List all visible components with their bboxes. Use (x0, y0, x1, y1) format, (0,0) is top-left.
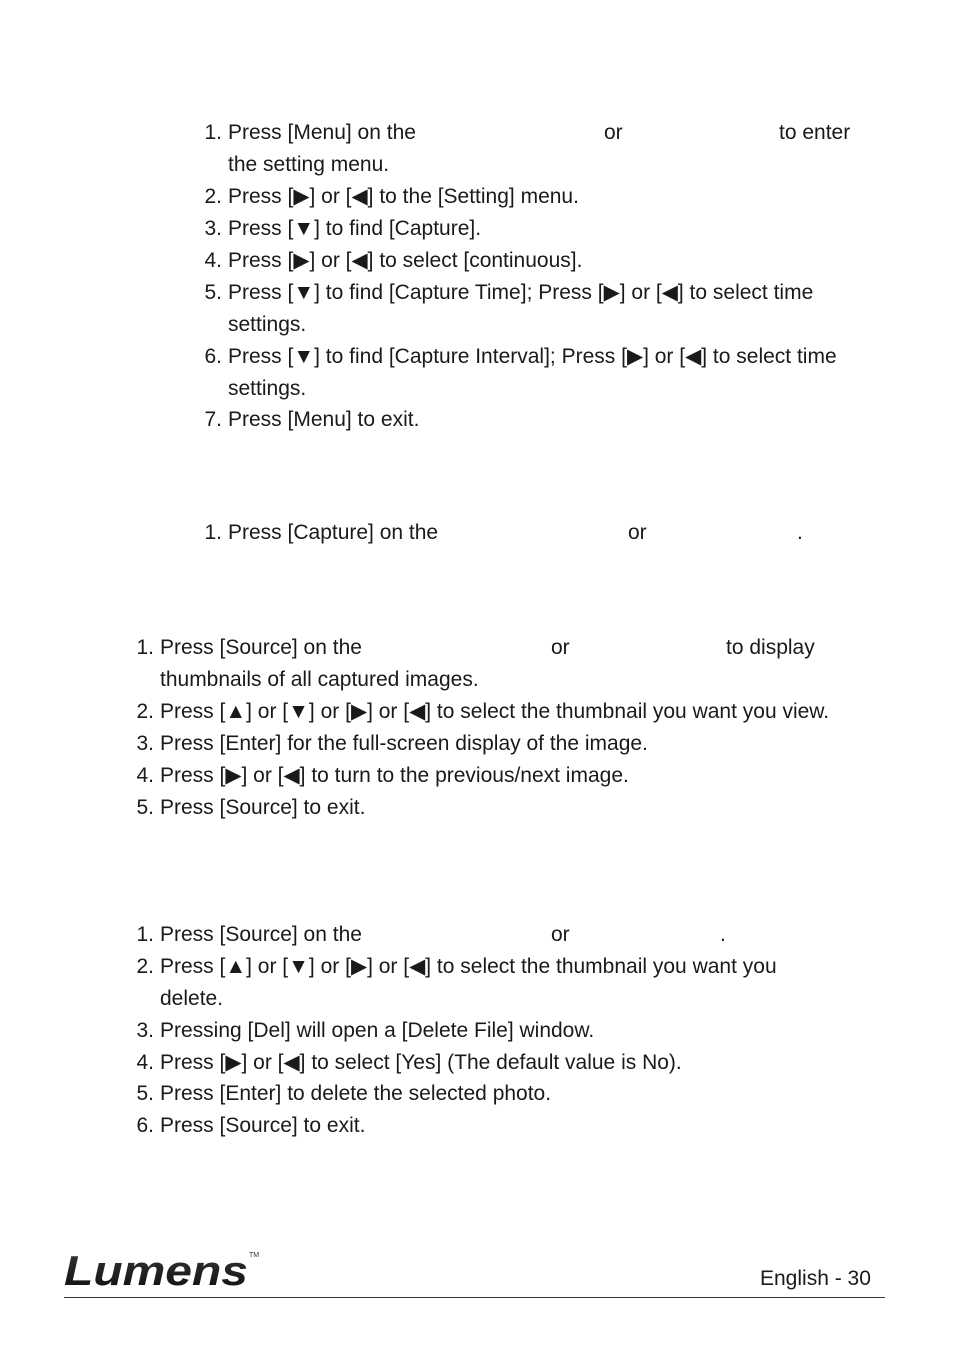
item-number: 7. (204, 408, 222, 431)
item-text: Press [▶] or [◀] to the [Setting] menu. (228, 185, 579, 208)
item-text: Press [▼] to find [Capture Interval]; Press [▶] or [◀] to select time (228, 345, 837, 368)
footer-divider (64, 1297, 885, 1298)
item-text: or (604, 121, 623, 144)
item-text: Press [Menu] to exit. (228, 408, 420, 431)
item-text: Press [Enter] to delete the selected photo. (160, 1082, 552, 1105)
item-number: 1. (136, 636, 154, 659)
item-text: settings. (228, 313, 307, 336)
item-text: Press [Menu] on the (228, 121, 416, 144)
item-text: Press [▲] or [▼] or [▶] or [◀] to select the thumbnail you want you (160, 955, 777, 978)
item-text: Press [Source] on the (160, 923, 362, 946)
trademark-mark: TM (249, 1252, 260, 1259)
item-text: Press [Source] on the (160, 636, 362, 659)
item-text: or (628, 521, 647, 544)
item-text: . (797, 521, 803, 544)
page-number: English - 30 (760, 1267, 871, 1290)
item-number: 2. (204, 185, 222, 208)
item-text: Pressing [Del] will open a [Delete File] window. (160, 1019, 595, 1042)
item-text: or (551, 923, 570, 946)
item-number: 6. (204, 345, 222, 368)
item-number: 4. (204, 249, 222, 272)
item-number: 5. (136, 1082, 154, 1105)
item-text: Press [▼] to find [Capture Time]; Press [▶] or [◀] to select time (228, 281, 814, 304)
item-text: Press [▶] or [◀] to turn to the previous/next image. (160, 764, 629, 787)
logo-text: Lumens (64, 1248, 248, 1292)
item-number: 1. (204, 521, 222, 544)
item-text: delete. (160, 987, 224, 1010)
item-text: . (720, 923, 726, 946)
item-number: 6. (136, 1114, 154, 1137)
item-text: Press [Capture] on the (228, 521, 439, 544)
item-text: thumbnails of all captured images. (160, 668, 479, 691)
lumens-logo (64, 1248, 264, 1292)
item-number: 1. (204, 121, 222, 144)
item-number: 4. (136, 1051, 154, 1074)
item-number: 3. (204, 217, 222, 240)
item-text: Press [▶] or [◀] to select [continuous]. (228, 249, 583, 272)
item-number: 5. (136, 796, 154, 819)
item-number: 4. (136, 764, 154, 787)
item-number: 1. (136, 923, 154, 946)
item-text: Press [Source] to exit. (160, 796, 366, 819)
item-text: Press [▼] to find [Capture]. (228, 217, 482, 240)
item-text: settings. (228, 377, 307, 400)
item-text: to display (726, 636, 815, 659)
item-number: 2. (136, 700, 154, 723)
item-number: 5. (204, 281, 222, 304)
item-number: 2. (136, 955, 154, 978)
item-text: or (551, 636, 570, 659)
item-text: Press [▲] or [▼] or [▶] or [◀] to select the thumbnail you want you view. (160, 700, 830, 723)
item-number: 3. (136, 1019, 154, 1042)
item-text: to enter (779, 121, 851, 144)
item-text: Press [▶] or [◀] to select [Yes] (The default value is No). (160, 1051, 682, 1074)
item-text: the setting menu. (228, 153, 390, 176)
item-text: Press [Enter] for the full-screen display of the image. (160, 732, 648, 755)
item-text: Press [Source] to exit. (160, 1114, 366, 1137)
item-number: 3. (136, 732, 154, 755)
